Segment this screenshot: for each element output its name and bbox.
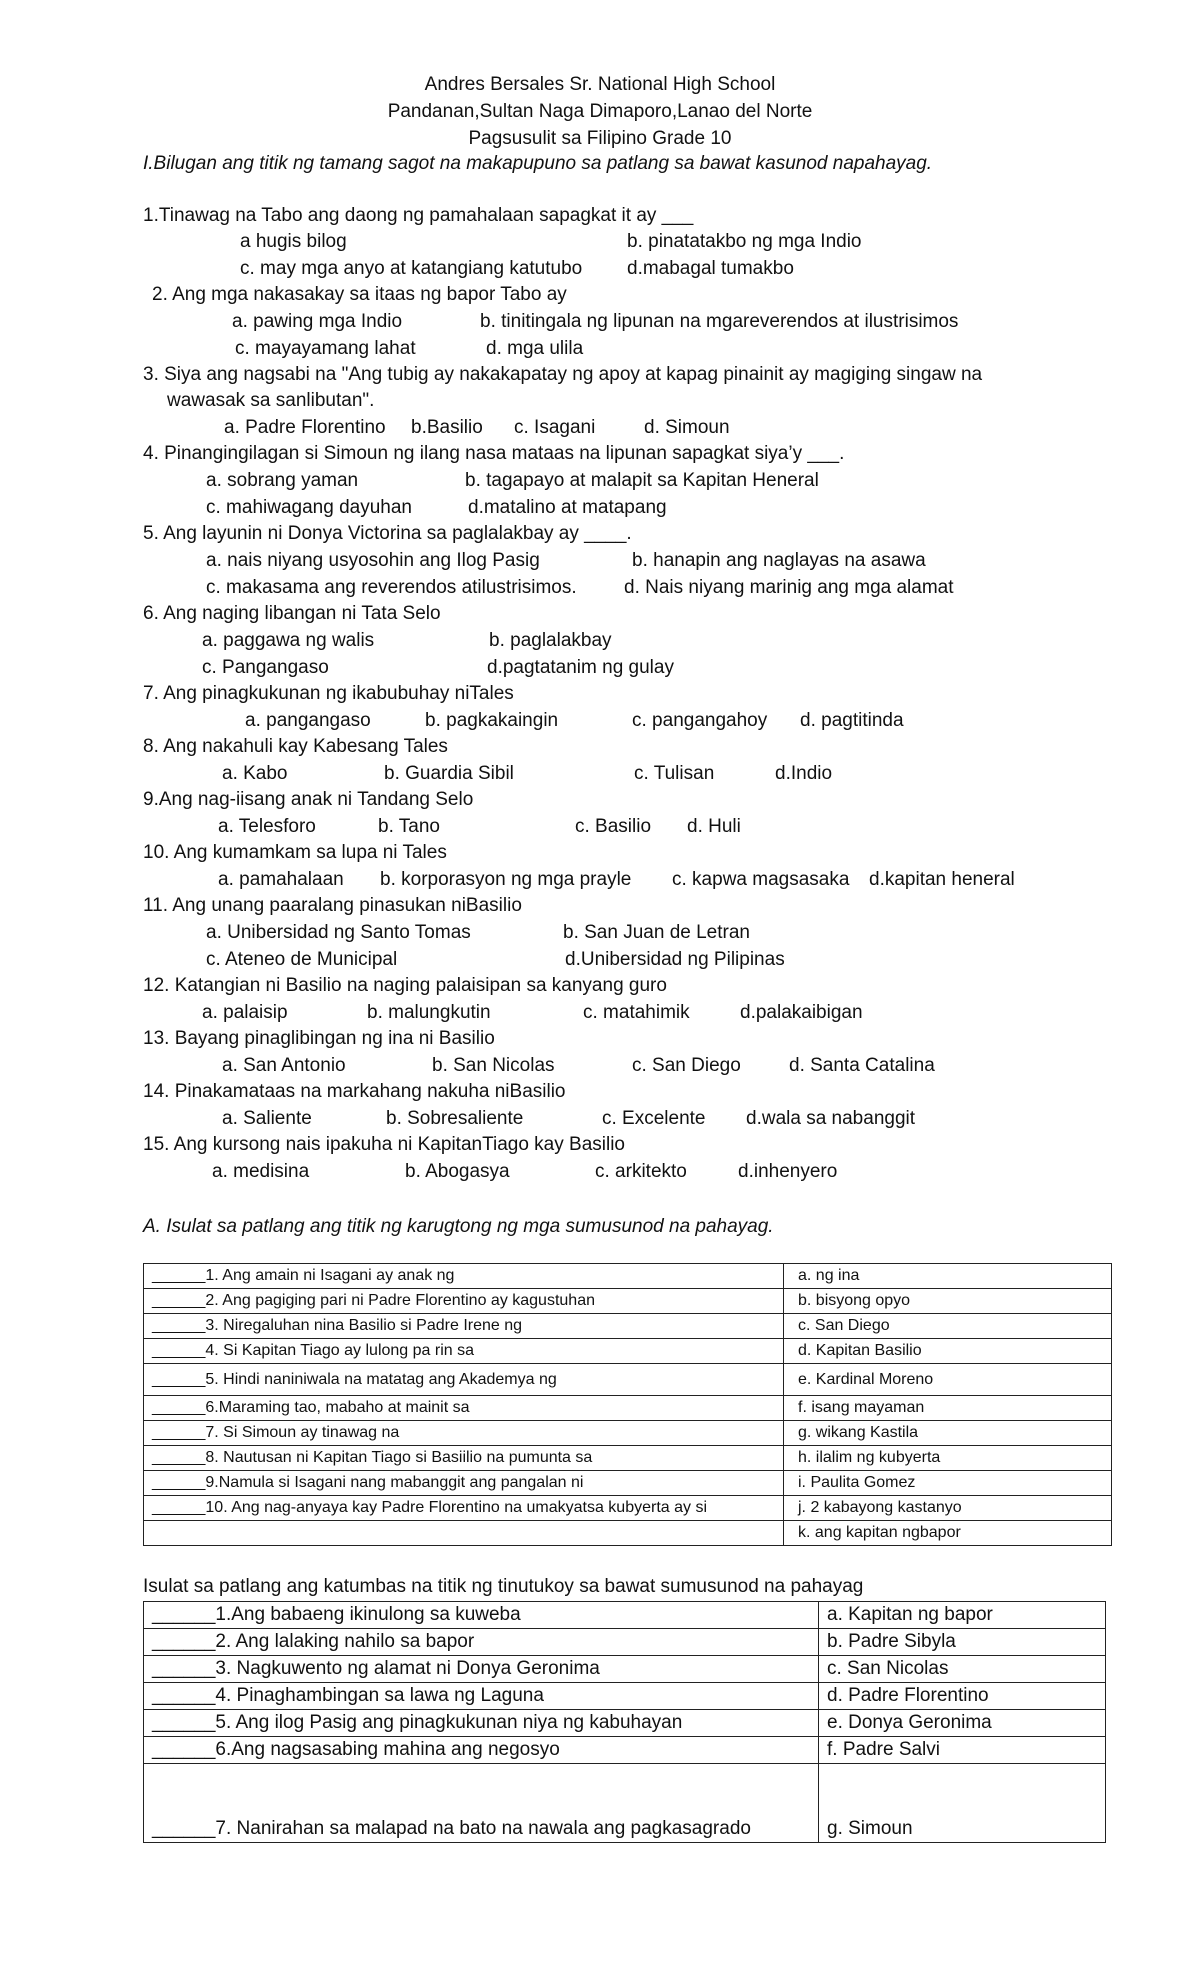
table-row	[144, 1289, 1112, 1314]
statement-cell: ______4. Si Kapitan Tiago ay lulong pa rin sa	[144, 1339, 784, 1364]
q15-option-c: c. arkitekto	[595, 1161, 687, 1182]
q1-option-c: c. may mga anyo at katangiang katutubo	[240, 258, 583, 279]
school-address: Pandanan,Sultan Naga Dimaporo,Lanao del Norte	[387, 101, 813, 122]
choice-cell: g. Simoun	[819, 1764, 1106, 1843]
statement-cell: ______2. Ang pagiging pari ni Padre Florentino ay kagustuhan	[144, 1289, 784, 1314]
q1-option-b: b. pinatatakbo ng mga Indio	[627, 231, 862, 252]
matching-table-1	[143, 1263, 1112, 1546]
question-12: 12. Katangian ni Basilio na naging palaisipan sa kanyang guro	[143, 975, 667, 996]
q2-option-a: a. pawing mga Indio	[232, 311, 403, 332]
question-8: 8. Ang nakahuli kay Kabesang Tales	[143, 736, 448, 757]
choice-cell: e. Donya Geronima	[819, 1710, 1106, 1737]
statement-cell: ______10. Ang nag-anyaya kay Padre Florentino na umakyatsa kubyerta ay si	[144, 1496, 784, 1521]
q6-option-d: d.pagtatanim ng gulay	[487, 657, 674, 678]
school-name: Andres Bersales Sr. National High School	[424, 74, 776, 95]
q4-option-a: a. sobrang yaman	[206, 470, 359, 491]
q10-option-c: c. kapwa magsasaka	[672, 869, 850, 890]
statement-cell: ______3. Niregaluhan nina Basilio si Padre Irene ng	[144, 1314, 784, 1339]
choice-cell: c. San Diego	[784, 1314, 1112, 1339]
q8-option-b: b. Guardia Sibil	[384, 763, 514, 784]
q10-option-b: b. korporasyon ng mga prayle	[380, 869, 632, 890]
choice-cell: h. ilalim ng kubyerta	[784, 1446, 1112, 1471]
choice-cell: f. Padre Salvi	[819, 1737, 1106, 1764]
q2-option-c: c. mayayamang lahat	[235, 338, 416, 359]
q1-option-d: d.mabagal tumakbo	[627, 258, 794, 279]
choice-cell: b. Padre Sibyla	[819, 1629, 1106, 1656]
table-row	[144, 1629, 1106, 1656]
q7-option-c: c. pangangahoy	[632, 710, 768, 731]
q6-option-b: b. paglalakbay	[489, 630, 612, 651]
exam-title: Pagsusulit sa Filipino Grade 10	[468, 128, 732, 149]
question-3-cont: wawasak sa sanlibutan".	[167, 390, 375, 411]
table-row	[144, 1683, 1106, 1710]
q4-option-b: b. tagapayo at malapit sa Kapitan Heneral	[465, 470, 819, 491]
q8-option-a: a. Kabo	[222, 763, 288, 784]
q8-option-d: d.Indio	[775, 763, 833, 784]
statement-cell	[144, 1521, 784, 1546]
q10-option-d: d.kapitan heneral	[869, 869, 1015, 890]
q9-option-b: b. Tano	[378, 816, 440, 837]
choice-cell: a. ng ina	[784, 1264, 1112, 1289]
statement-cell: ______2. Ang lalaking nahilo sa bapor	[144, 1629, 819, 1656]
choice-cell: e. Kardinal Moreno	[784, 1364, 1112, 1396]
q13-option-b: b. San Nicolas	[432, 1055, 555, 1076]
q14-option-a: a. Saliente	[222, 1108, 312, 1129]
q12-option-b: b. malungkutin	[367, 1002, 491, 1023]
question-4: 4. Pinangingilagan si Simoun ng ilang nasa mataas na lipunan sapagkat siya’y ___.	[143, 443, 845, 464]
q5-option-a: a. nais niyang usyosohin ang Ilog Pasig	[206, 550, 540, 571]
question-6: 6. Ang naging libangan ni Tata Selo	[143, 603, 441, 624]
q11-option-d: d.Unibersidad ng Pilipinas	[565, 949, 785, 970]
q13-option-a: a. San Antonio	[222, 1055, 346, 1076]
q4-option-c: c. mahiwagang dayuhan	[206, 497, 412, 518]
q15-option-a: a. medisina	[212, 1161, 310, 1182]
question-5: 5. Ang layunin ni Donya Victorina sa paglalakbay ay ____.	[143, 523, 632, 544]
table-row	[144, 1602, 1106, 1629]
statement-cell: ______5. Hindi naniniwala na matatag ang Akademya ng	[144, 1364, 784, 1396]
choice-cell: f. isang mayaman	[784, 1396, 1112, 1421]
matching-table-2	[143, 1601, 1106, 1843]
question-11: 11. Ang unang paaralang pinasukan niBasilio	[143, 895, 522, 916]
statement-cell: ______7. Si Simoun ay tinawag na	[144, 1421, 784, 1446]
table-row	[144, 1471, 1112, 1496]
question-9: 9.Ang nag-iisang anak ni Tandang Selo	[143, 789, 474, 810]
q11-option-c: c. Ateneo de Municipal	[206, 949, 398, 970]
q6-option-a: a. paggawa ng walis	[202, 630, 375, 651]
table-row	[144, 1710, 1106, 1737]
q12-option-a: a. palaisip	[202, 1002, 288, 1023]
statement-cell: ______4. Pinaghambingan sa lawa ng Laguna	[144, 1683, 819, 1710]
table-row	[144, 1264, 1112, 1289]
question-10: 10. Ang kumamkam sa lupa ni Tales	[143, 842, 447, 863]
table-row	[144, 1764, 1106, 1843]
q13-option-d: d. Santa Catalina	[789, 1055, 935, 1076]
q3-option-b: b.Basilio	[411, 417, 483, 438]
table-row	[144, 1737, 1106, 1764]
choice-cell: j. 2 kabayong kastanyo	[784, 1496, 1112, 1521]
statement-cell: ______8. Nautusan ni Kapitan Tiago si Basiilio na pumunta sa	[144, 1446, 784, 1471]
q2-option-d: d. mga ulila	[486, 338, 584, 359]
choice-cell: a. Kapitan ng bapor	[819, 1602, 1106, 1629]
q11-option-b: b. San Juan de Letran	[563, 922, 750, 943]
statement-cell: ______1. Ang amain ni Isagani ay anak ng	[144, 1264, 784, 1289]
q10-option-a: a. pamahalaan	[218, 869, 344, 890]
table-row	[144, 1396, 1112, 1421]
q3-option-c: c. Isagani	[514, 417, 596, 438]
question-14: 14. Pinakamataas na markahang nakuha niBasilio	[143, 1081, 566, 1102]
choice-cell: d. Padre Florentino	[819, 1683, 1106, 1710]
q2-option-b: b. tinitingala ng lipunan na mgareverendos at ilustrisimos	[480, 311, 959, 332]
q7-option-a: a. pangangaso	[245, 710, 371, 731]
question-3: 3. Siya ang nagsabi na "Ang tubig ay nakakapatay ng apoy at kapag pinainit ay magiging singaw na	[143, 364, 983, 385]
statement-cell: ______9.Namula si Isagani nang mabanggit ang pangalan ni	[144, 1471, 784, 1496]
question-1: 1.Tinawag na Tabo ang daong ng pamahalaan sapagkat it ay ___	[143, 205, 694, 226]
q4-option-d: d.matalino at matapang	[468, 497, 667, 518]
q9-option-a: a. Telesforo	[218, 816, 316, 837]
table-row	[144, 1521, 1112, 1546]
q14-option-c: c. Excelente	[602, 1108, 706, 1129]
q5-option-d: d. Nais niyang marinig ang mga alamat	[624, 577, 954, 598]
table-row	[144, 1496, 1112, 1521]
statement-cell: ______1.Ang babaeng ikinulong sa kuweba	[144, 1602, 819, 1629]
q9-option-d: d. Huli	[687, 816, 741, 837]
q14-option-d: d.wala sa nabanggit	[746, 1108, 916, 1129]
q5-option-b: b. hanapin ang naglayas na asawa	[632, 550, 926, 571]
q7-option-b: b. pagkakaingin	[425, 710, 559, 731]
statement-cell: ______7. Nanirahan sa malapad na bato na nawala ang pagkasagrado	[144, 1764, 819, 1843]
q6-option-c: c. Pangangaso	[202, 657, 329, 678]
question-15: 15. Ang kursong nais ipakuha ni KapitanTiago kay Basilio	[143, 1134, 625, 1155]
table-row	[144, 1314, 1112, 1339]
part3-instruction: Isulat sa patlang ang katumbas na titik ng tinutukoy sa bawat sumusunod na pahayag	[143, 1576, 864, 1597]
choice-cell: g. wikang Kastila	[784, 1421, 1112, 1446]
q1-option-a: a hugis bilog	[240, 231, 347, 252]
q13-option-c: c. San Diego	[632, 1055, 741, 1076]
choice-cell: d. Kapitan Basilio	[784, 1339, 1112, 1364]
question-13: 13. Bayang pinaglibingan ng ina ni Basilio	[143, 1028, 495, 1049]
q15-option-b: b. Abogasya	[405, 1161, 510, 1182]
table-row	[144, 1446, 1112, 1471]
choice-cell: c. San Nicolas	[819, 1656, 1106, 1683]
q7-option-d: d. pagtitinda	[800, 710, 904, 731]
table-row	[144, 1421, 1112, 1446]
q12-option-d: d.palakaibigan	[740, 1002, 863, 1023]
table-row	[144, 1339, 1112, 1364]
q15-option-d: d.inhenyero	[738, 1161, 838, 1182]
part2-instruction: A. Isulat sa patlang ang titik ng karugtong ng mga sumusunod na pahayag.	[143, 1216, 774, 1237]
q3-option-a: a. Padre Florentino	[224, 417, 386, 438]
q9-option-c: c. Basilio	[575, 816, 652, 837]
q11-option-a: a. Unibersidad ng Santo Tomas	[206, 922, 471, 943]
table-row	[144, 1364, 1112, 1396]
choice-cell: i. Paulita Gomez	[784, 1471, 1112, 1496]
choice-cell: b. bisyong opyo	[784, 1289, 1112, 1314]
q8-option-c: c. Tulisan	[634, 763, 715, 784]
statement-cell: ______6.Maraming tao, mabaho at mainit sa	[144, 1396, 784, 1421]
choice-cell: k. ang kapitan ngbapor	[784, 1521, 1112, 1546]
q12-option-c: c. matahimik	[583, 1002, 690, 1023]
question-7: 7. Ang pinagkukunan ng ikabubuhay niTales	[143, 683, 514, 704]
question-2: 2. Ang mga nakasakay sa itaas ng bapor Tabo ay	[152, 284, 567, 305]
statement-cell: ______3. Nagkuwento ng alamat ni Donya Geronima	[144, 1656, 819, 1683]
statement-cell: ______5. Ang ilog Pasig ang pinagkukunan niya ng kabuhayan	[144, 1710, 819, 1737]
q5-option-c: c. makasama ang reverendos atilustrisimos.	[206, 577, 577, 598]
q3-option-d: d. Simoun	[644, 417, 730, 438]
part1-instruction: I.Bilugan ang titik ng tamang sagot na makapupuno sa patlang sa bawat kasunod napahayag.	[143, 153, 933, 174]
statement-cell: ______6.Ang nagsasabing mahina ang negosyo	[144, 1737, 819, 1764]
table-row	[144, 1656, 1106, 1683]
q14-option-b: b. Sobresaliente	[386, 1108, 524, 1129]
